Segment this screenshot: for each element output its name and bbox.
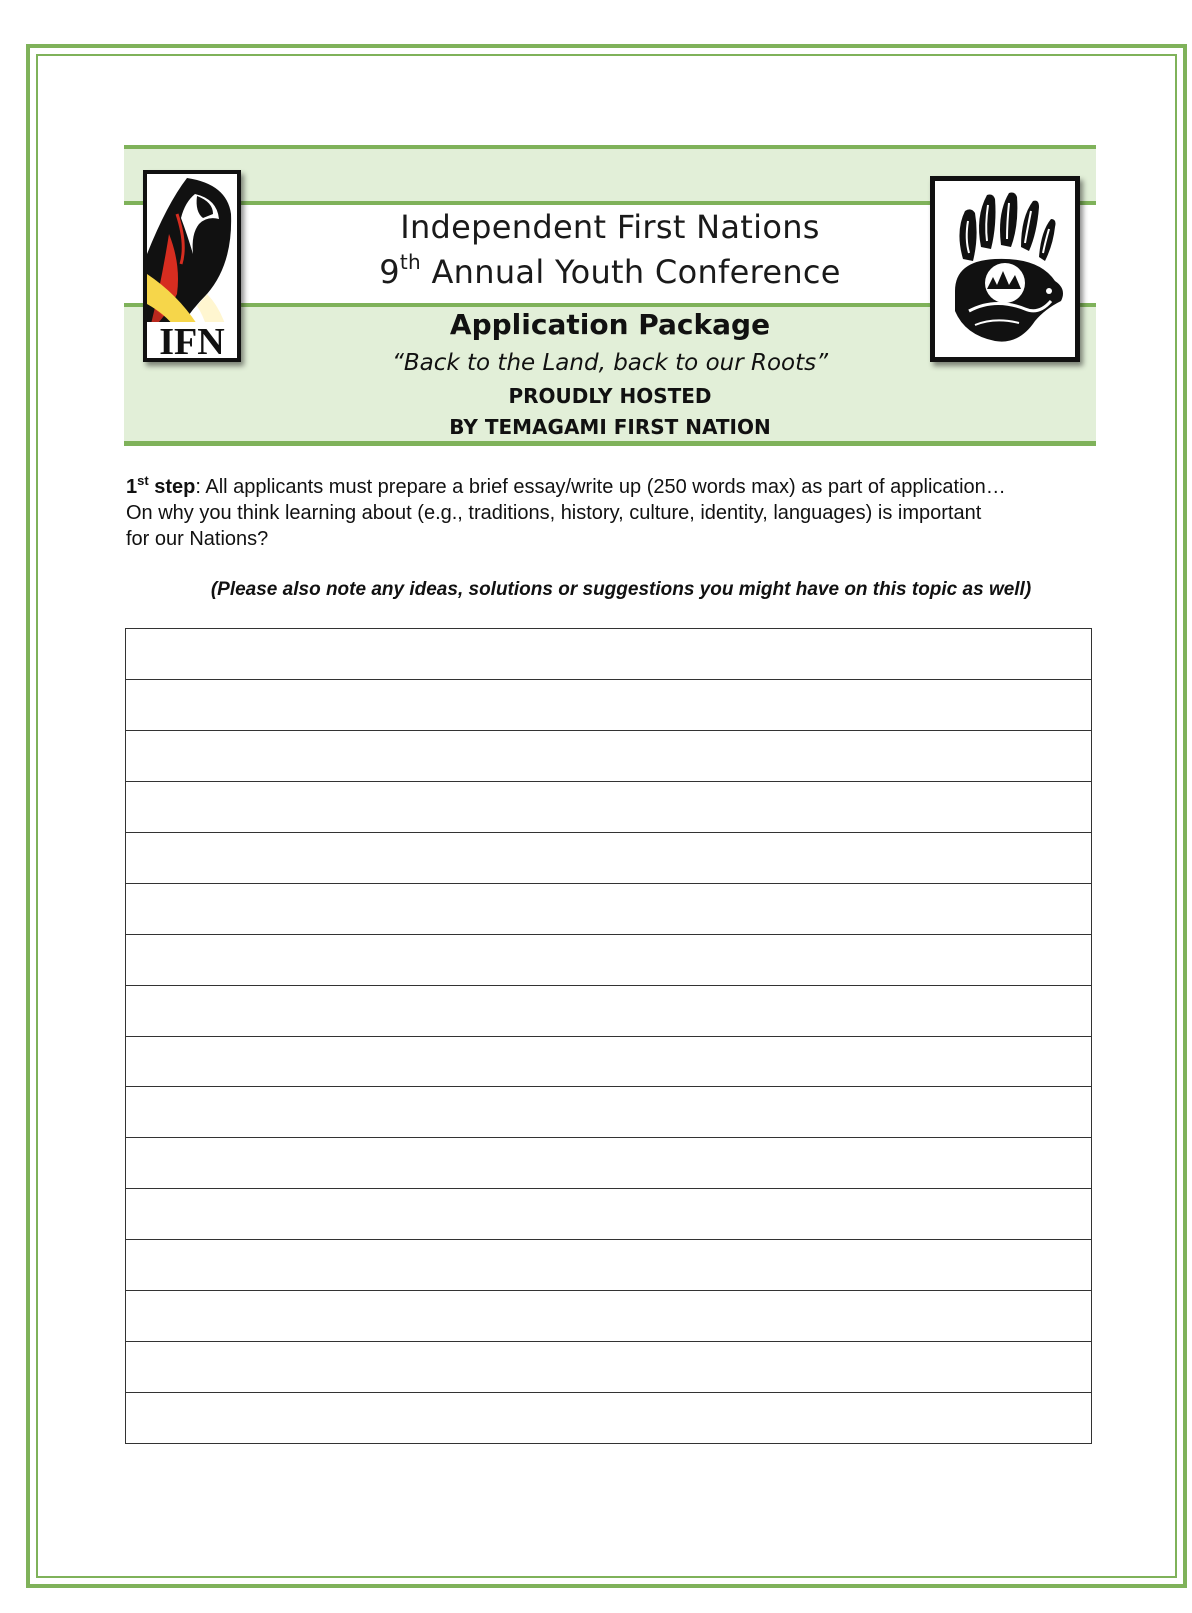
writing-line[interactable] [126, 833, 1091, 884]
writing-line[interactable] [126, 1138, 1091, 1189]
title-line-1: Independent First Nations [400, 208, 820, 246]
writing-line[interactable] [126, 884, 1091, 935]
bear-paw-logo [930, 176, 1080, 362]
essay-writing-area[interactable] [125, 628, 1092, 1444]
step-instructions [126, 474, 1006, 552]
writing-line[interactable] [126, 1393, 1091, 1443]
step-text: : All applicants must prepare a brief essay/write up (250 words max) as part of application… On why you think learning about (e.g., traditions, history, culture, identity, languages) is important for our Nations? [126, 476, 1006, 550]
title-line-2-text: Annual Youth Conference [421, 253, 841, 291]
note-text: (Please also note any ideas, solutions or suggestions you might have on this topic as well) [210, 579, 1032, 600]
ifn-logo [143, 170, 241, 362]
ifn-logo-text: IFN [159, 321, 225, 358]
writing-line[interactable] [126, 935, 1091, 986]
writing-line[interactable] [126, 629, 1091, 680]
step-label [126, 473, 196, 498]
writing-line[interactable] [126, 1087, 1091, 1138]
writing-line[interactable] [126, 986, 1091, 1037]
writing-line[interactable] [126, 1037, 1091, 1088]
motto: “Back to the Land, back to our Roots” [391, 350, 829, 376]
writing-line[interactable] [126, 1342, 1091, 1393]
writing-line[interactable] [126, 782, 1091, 833]
step-ordinal-suffix: st [137, 473, 149, 488]
ifn-logo-icon [147, 174, 237, 358]
title-ordinal-suffix: th [399, 250, 421, 274]
title-line-2 [300, 250, 920, 291]
writing-line[interactable] [126, 1240, 1091, 1291]
hosted-line-2: BY TEMAGAMI FIRST NATION [449, 415, 771, 439]
writing-line[interactable] [126, 1291, 1091, 1342]
writing-line[interactable] [126, 680, 1091, 731]
step-word: step [148, 476, 196, 498]
bear-paw-icon [935, 181, 1075, 357]
writing-line[interactable] [126, 731, 1091, 782]
writing-line[interactable] [126, 1189, 1091, 1240]
step-number: 1 [126, 476, 138, 498]
subtitle: Application Package [449, 308, 771, 341]
title-ordinal-number: 9 [379, 253, 400, 291]
hosted-line-1: PROUDLY HOSTED [508, 384, 712, 408]
